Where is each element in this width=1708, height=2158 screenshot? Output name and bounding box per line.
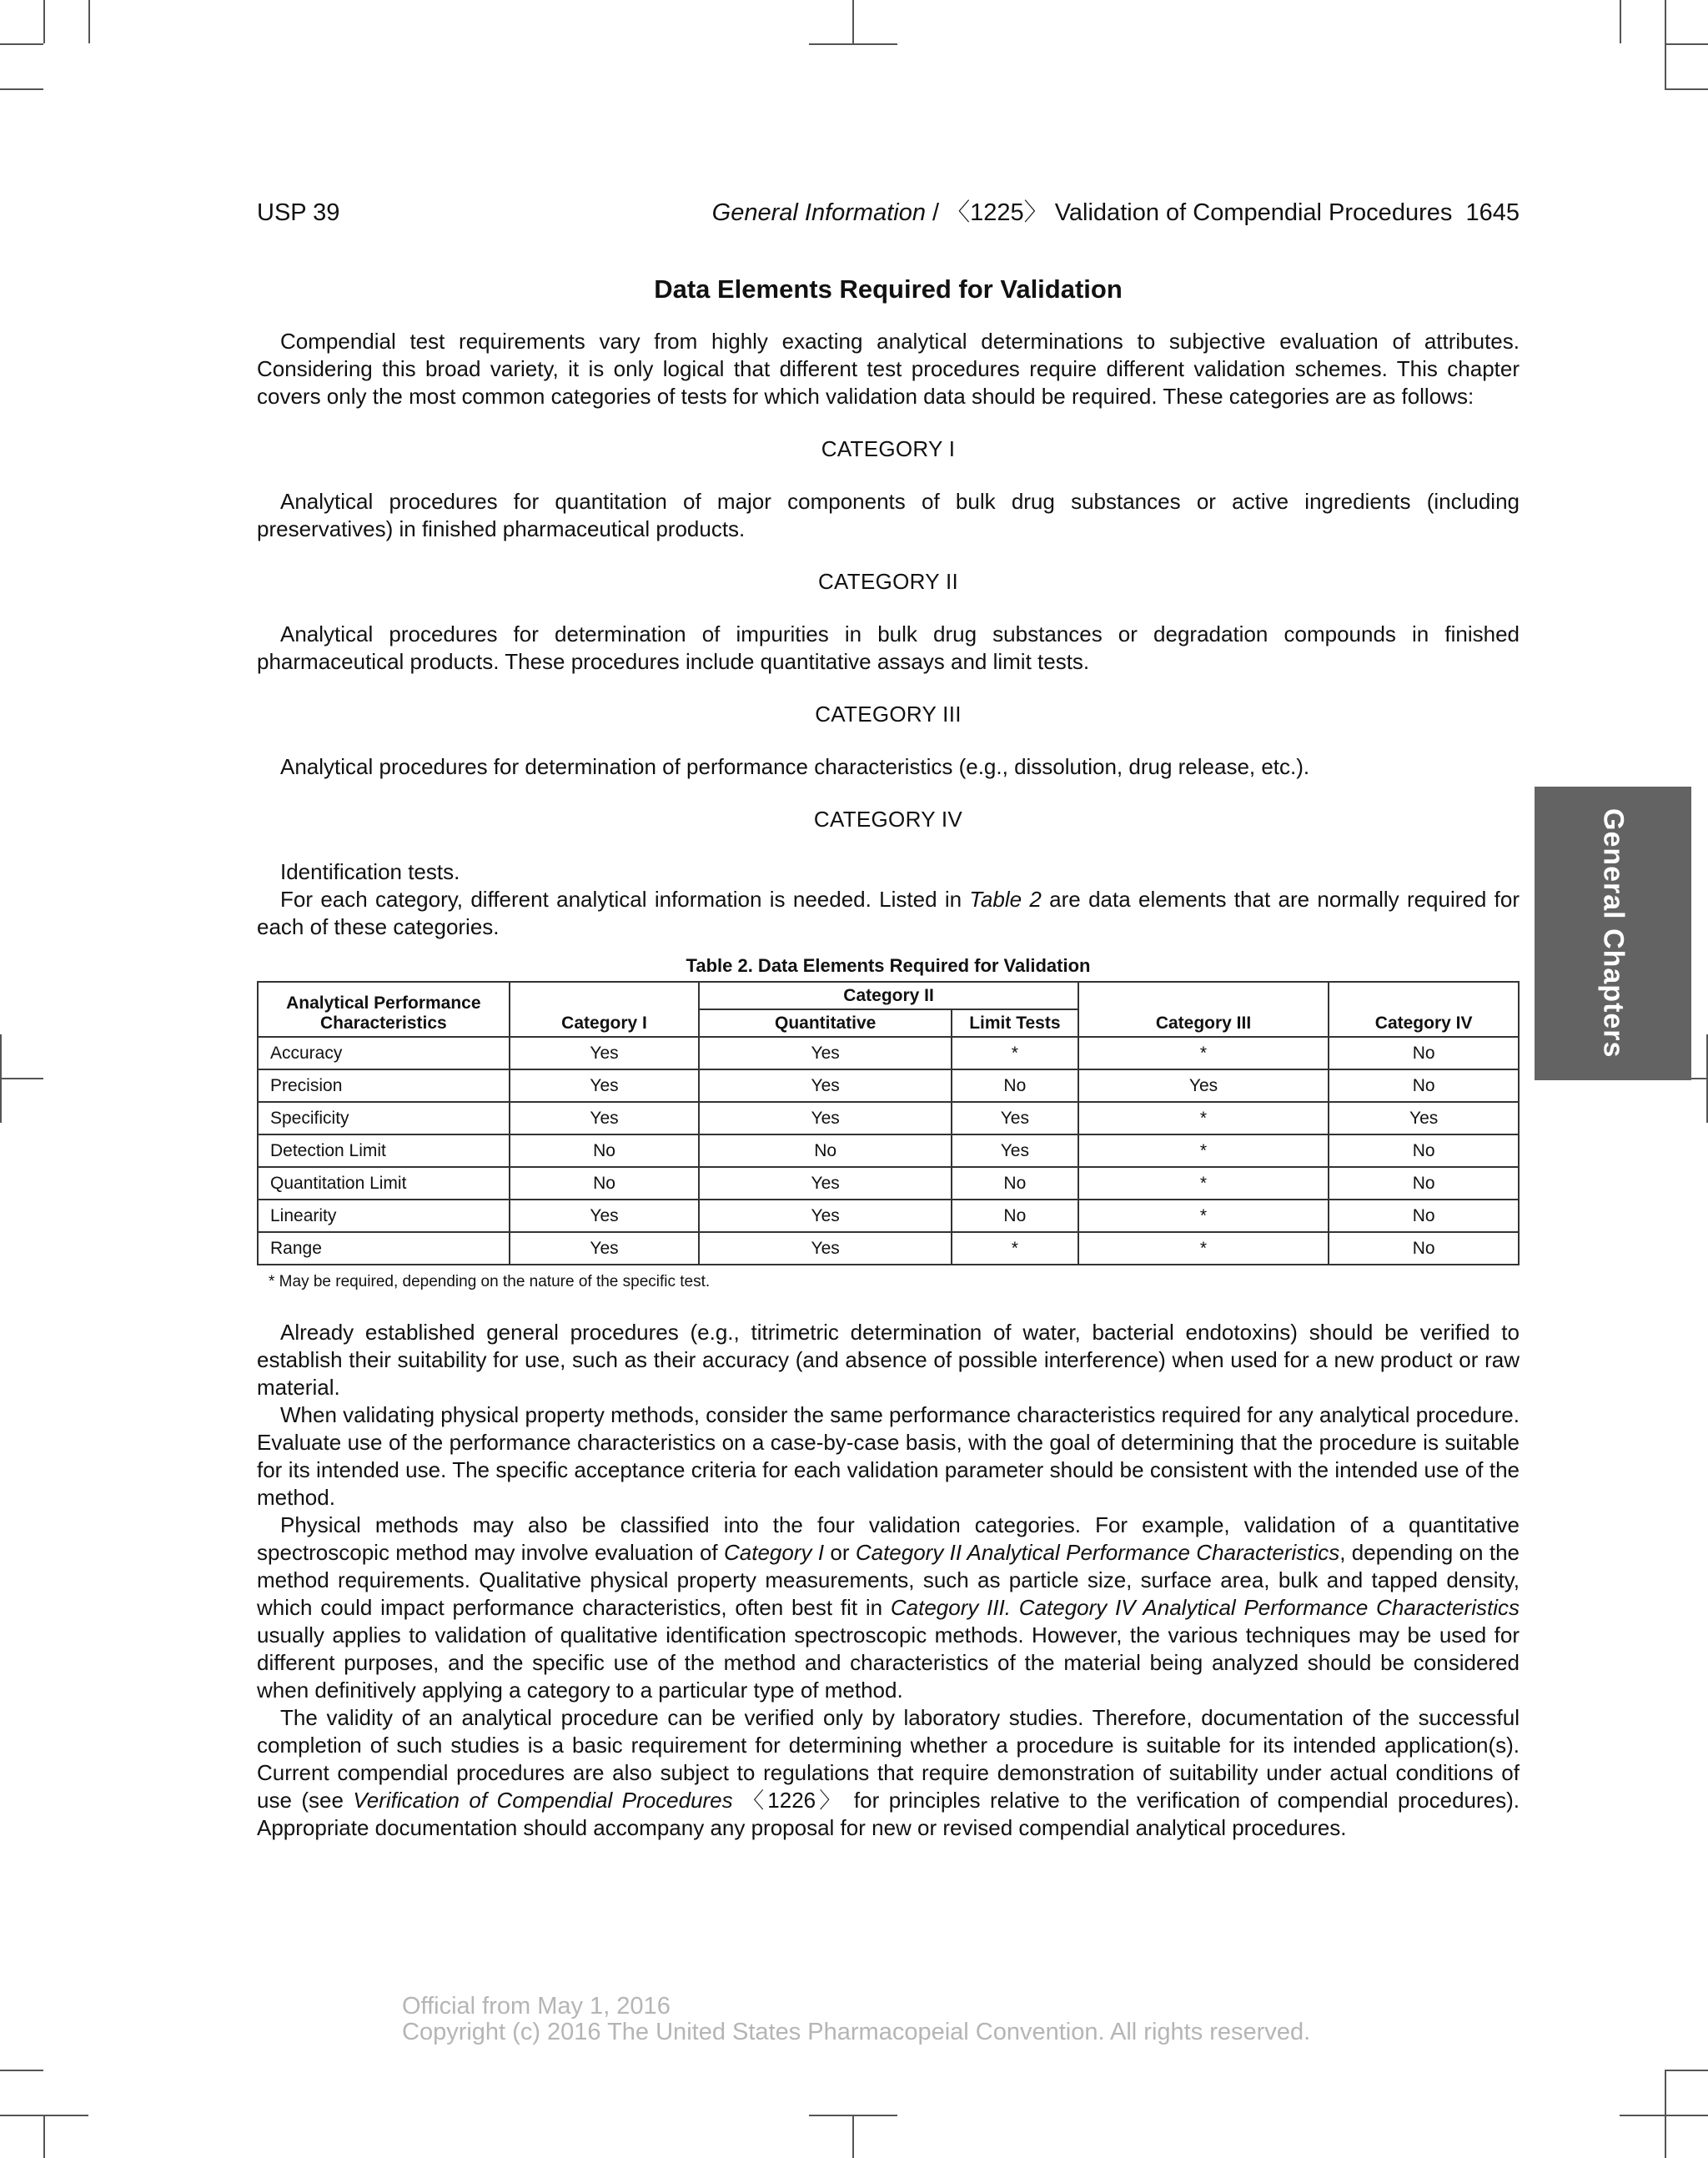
crop-mark <box>1620 2115 1708 2116</box>
table-intro-paragraph <box>257 886 1520 941</box>
paragraph: Already established general procedures (e.g., titrimetric determination of water, bacterial endotoxins) should be verified to establish their suitability for use, such as their accuracy (and absence of possible interference) when used for a new product or raw material. <box>257 1320 1520 1400</box>
table-row <box>258 1069 1519 1102</box>
watermark-line: Official from May 1, 2016 <box>402 1993 671 2020</box>
table-row <box>258 1232 1519 1265</box>
page-number: 1645 <box>1465 199 1520 226</box>
copyright-watermark <box>402 1994 1310 2045</box>
side-tab-label: General Chapters <box>1597 808 1630 1059</box>
crop-mark <box>0 88 43 90</box>
table-cell: Yes <box>510 1200 700 1232</box>
crop-mark <box>0 1078 43 1079</box>
intro-paragraph: Compendial test requirements vary from highly exacting analytical determinations to subjective evaluation of attributes. Considering this broad variety, it is only logical that different test procedures require different validation schemes. This chapter covers only the most common categories of tests for which validation data should be required. These categories are as follows: <box>257 329 1520 409</box>
paragraph <box>257 1512 1520 1704</box>
crop-mark <box>852 0 854 43</box>
header-category-3: Category III <box>1078 982 1329 1037</box>
text-run: The validity of an analytical procedure can be verified only by laboratory studies. Therefore, documentation of the successful completion of such studies is a basic requirement for determining whether a procedure is suitable for its intended application(s). Current compendial procedures are also subject to regulations that require demonstration of suitability under actual conditions of use (see <box>257 1705 1520 1813</box>
header-right <box>712 194 1520 228</box>
text-run: usually applies to validation of qualitative identification spectroscopic methods. However, the various techniques may be used for different purposes, and the specific use of the method and characteristics of the material being analyzed should be considered when definitively applying a category to a particular type of method. <box>257 1622 1520 1703</box>
text-run: are data elements that are normally required for each of these categories. <box>257 887 1520 939</box>
category-heading: CATEGORY II <box>817 569 958 594</box>
header-category-4: Category IV <box>1329 982 1519 1037</box>
crop-mark <box>88 0 90 43</box>
category-heading: CATEGORY III <box>815 702 962 727</box>
text-run: or <box>824 1540 856 1565</box>
crop-mark <box>1665 88 1708 90</box>
table-cell: No <box>952 1069 1078 1102</box>
table-cell: * <box>952 1037 1078 1069</box>
crop-mark <box>1665 43 1708 45</box>
text-run: For each category, different analytical information is needed. Listed in <box>280 887 970 912</box>
table-reference: Table 2 <box>969 887 1042 912</box>
table-cell: Yes <box>1329 1102 1519 1134</box>
table-cell: Yes <box>510 1037 700 1069</box>
header-chapter: / 〈1225〉 Validation of Compendial Procedures <box>925 199 1453 226</box>
table-cell: Yes <box>510 1232 700 1265</box>
table-cell: Yes <box>952 1102 1078 1134</box>
text-run: Physical methods may also be classified into the four validation categories. For example, validation of a quantitative spectroscopic method may involve evaluation of <box>257 1512 1520 1565</box>
watermark-line: Copyright (c) 2016 The United States Pharmacopeial Convention. All rights reserved. <box>402 2019 1311 2045</box>
header-category-1: Category I <box>510 982 700 1037</box>
table-cell: No <box>510 1167 700 1200</box>
table-row <box>258 1167 1519 1200</box>
paragraph <box>257 1704 1520 1842</box>
header-quantitative: Quantitative <box>699 1009 952 1037</box>
row-label: Range <box>258 1232 510 1265</box>
side-tab <box>1535 787 1691 1080</box>
table-cell: * <box>1078 1134 1329 1167</box>
crop-mark <box>0 2115 88 2116</box>
table-cell: Yes <box>699 1069 952 1102</box>
table-row <box>258 1037 1519 1069</box>
table-cell: Yes <box>1078 1069 1329 1102</box>
table-cell: No <box>1329 1037 1519 1069</box>
category-heading: CATEGORY IV <box>813 807 963 832</box>
header-text: Analytical Performance Characteristics <box>286 993 481 1033</box>
table-cell: * <box>1078 1102 1329 1134</box>
running-header <box>257 194 1520 228</box>
table-cell: Yes <box>510 1102 700 1134</box>
table-cell: No <box>1329 1134 1519 1167</box>
section-title: Data Elements Required for Validation <box>654 274 1123 304</box>
table-footnote: * May be required, depending on the nature of the specific test. <box>269 1273 711 1290</box>
table-cell: No <box>510 1134 700 1167</box>
header-section: General Information <box>711 199 926 226</box>
italic-run: Category I <box>723 1540 825 1565</box>
table-cell: No <box>699 1134 952 1167</box>
table-cell: Yes <box>699 1102 952 1134</box>
category-text: Analytical procedures for determination of performance characteristics (e.g., dissolution, drug release, etc.). <box>280 754 1310 779</box>
table-cell: * <box>1078 1037 1329 1069</box>
table-row <box>258 1134 1519 1167</box>
table-cell: No <box>1329 1167 1519 1200</box>
crop-mark <box>809 43 897 45</box>
table-cell: * <box>1078 1200 1329 1232</box>
crop-mark <box>1620 0 1621 43</box>
table-body <box>258 1037 1519 1265</box>
text-run: 〈1226〉 for principles relative to the verification of compendial procedures). Appropriate documentation should accompany any proposal for new or revised compendial analytical procedures. <box>257 1788 1520 1840</box>
crop-mark <box>43 0 45 43</box>
italic-run: Category II Analytical Performance Characteristics <box>855 1540 1340 1565</box>
page-body <box>257 275 1520 1842</box>
row-label: Detection Limit <box>258 1134 510 1167</box>
row-label: Linearity <box>258 1200 510 1232</box>
row-label: Accuracy <box>258 1037 510 1069</box>
category-text: Analytical procedures for quantitation of major components of bulk drug substances or active ingredients (including preservatives) in finished pharmaceutical products. <box>257 489 1520 541</box>
header-characteristics <box>258 982 510 1037</box>
table-cell: Yes <box>699 1200 952 1232</box>
table-cell: Yes <box>510 1069 700 1102</box>
row-label: Specificity <box>258 1102 510 1134</box>
category-heading: CATEGORY I <box>821 436 956 461</box>
crop-mark <box>852 2115 854 2158</box>
header-limit-tests: Limit Tests <box>952 1009 1078 1037</box>
table-cell: Yes <box>952 1134 1078 1167</box>
crop-mark <box>0 2070 43 2071</box>
table-cell: Yes <box>699 1037 952 1069</box>
table-cell: * <box>952 1232 1078 1265</box>
header-left: USP 39 <box>257 199 340 226</box>
crop-mark <box>809 2115 897 2116</box>
table-row <box>258 1200 1519 1232</box>
table-cell: No <box>1329 1232 1519 1265</box>
validation-table <box>257 981 1520 1265</box>
row-label: Quantitation Limit <box>258 1167 510 1200</box>
category-text: Identification tests. <box>280 859 460 884</box>
crop-mark <box>43 2115 45 2158</box>
crop-mark <box>1665 2070 1666 2158</box>
table-cell: No <box>1329 1069 1519 1102</box>
row-label: Precision <box>258 1069 510 1102</box>
header-category-2: Category II <box>699 982 1078 1009</box>
paragraph: When validating physical property methods, consider the same performance characteristics required for any analytical procedure. Evaluate use of the performance characteristics on a case-by-case basis, with the goal of determining that the procedure is suitable for its intended use. The specific acceptance criteria for each validation parameter should be consistent with the intended use of the method. <box>257 1402 1520 1510</box>
table-cell: * <box>1078 1167 1329 1200</box>
table-cell: Yes <box>699 1167 952 1200</box>
table-row <box>258 1102 1519 1134</box>
table-cell: No <box>1329 1200 1519 1232</box>
crop-mark <box>0 43 43 45</box>
table-caption: Table 2. Data Elements Required for Validation <box>686 955 1091 976</box>
italic-run: Category III. Category IV Analytical Performance Characteristics <box>890 1595 1520 1620</box>
italic-run: Verification of Compendial Procedures <box>353 1788 733 1813</box>
table-cell: Yes <box>699 1232 952 1265</box>
table-cell: * <box>1078 1232 1329 1265</box>
category-text: Analytical procedures for determination of impurities in bulk drug substances or degradation compounds in finished pharmaceutical products. These procedures include quantitative assays and limit tests. <box>257 621 1520 674</box>
table-cell: No <box>952 1167 1078 1200</box>
text-run: , depending on the method requirements. Qualitative physical property measurements, such as particle size, surface area, bulk and tapped density, which could impact performance characteristics, often best fit in <box>257 1540 1520 1620</box>
table-cell: No <box>952 1200 1078 1232</box>
crop-mark <box>1665 2070 1708 2071</box>
